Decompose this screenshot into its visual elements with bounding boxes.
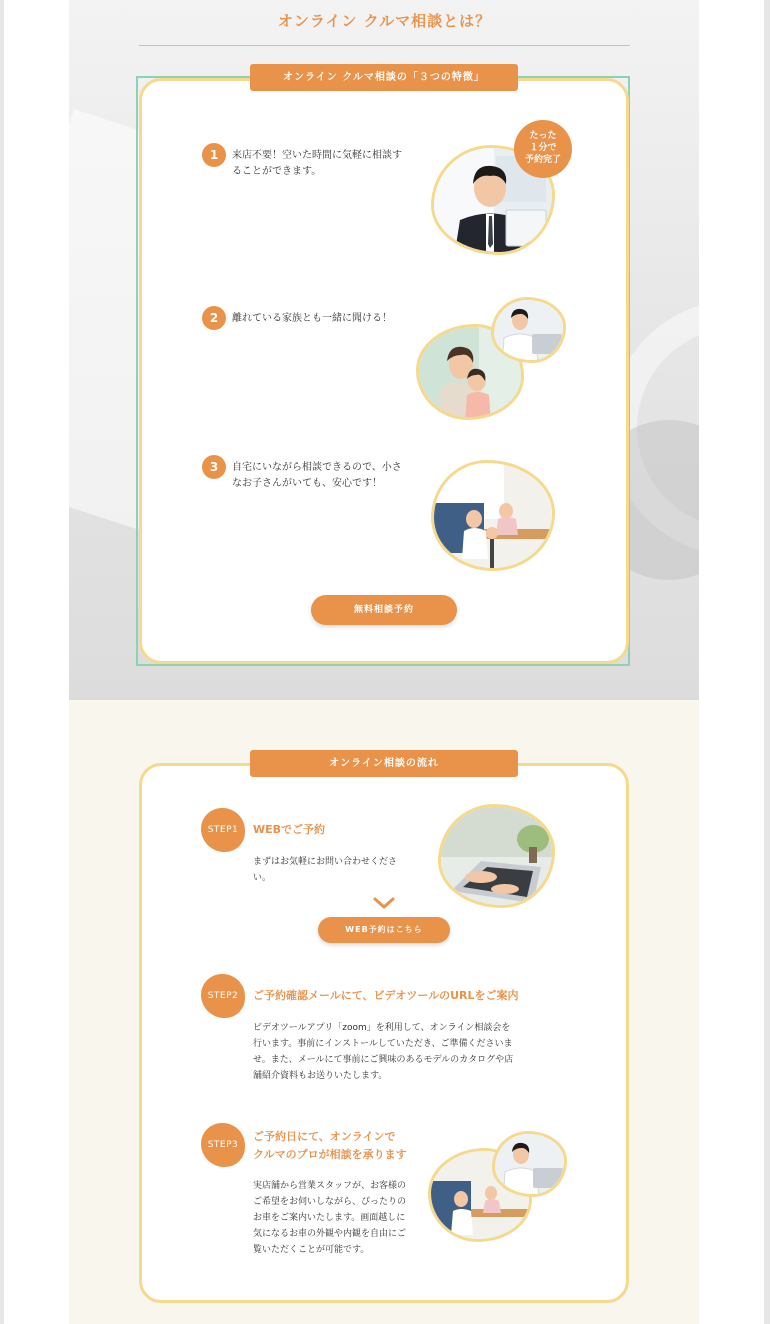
- step1-text: まずはお気軽にお問い合わせください。: [253, 857, 398, 883]
- feature-text-2: 離れている家族とも一緒に聞ける！: [232, 313, 392, 324]
- page-title: オンライン クルマ相談とは？: [277, 12, 492, 30]
- step3-title: [253, 1128, 407, 1164]
- step3-title-line-2: クルマのプロが相談を承ります: [253, 1148, 407, 1161]
- chevron-down-icon: [373, 896, 395, 910]
- laptop-typing-illustration: [441, 807, 555, 908]
- left-frame-border: [0, 0, 4, 1324]
- feature-photo-home: [431, 460, 555, 571]
- step3-badge: STEP3: [201, 1123, 245, 1167]
- step3-title-line-1: ご予約日にて、オンラインで: [253, 1130, 396, 1143]
- step3-text: 実店舗から営業スタッフが、お客様のご希望をお伺いしながら、ぴったりのお車をご案内いたします。画面越しに気になるお車の外観や内観を自由にご覧いただくことが可能です。: [253, 1181, 407, 1255]
- features-label: オンライン クルマ相談の「３つの特徴」: [250, 64, 518, 91]
- flow-label: オンライン相談の流れ: [250, 750, 518, 777]
- feature-text-3: 自宅にいながら相談できるので、小さなお子さんがいても、安心です！: [232, 462, 402, 489]
- badge-line-2: １分で: [529, 143, 557, 153]
- web-reservation-button[interactable]: WEB予約はこちら: [318, 917, 450, 943]
- step2-text: ビデオツールアプリ「zoom」を利用して、オンライン相談会を行います。事前にインストールしていただき、ご準備くださいませ。また、メールにて事前にご興味のあるモデルのカタログや店舗紹介資料もお送りいたします。: [253, 1023, 514, 1081]
- feature-number-2: 2: [202, 306, 226, 330]
- feature-number-3: 3: [202, 455, 226, 479]
- feature-number-1: 1: [202, 143, 226, 167]
- title-divider: [139, 45, 630, 46]
- step1-photo-laptop: [438, 804, 555, 908]
- step3-photo-salesman: [492, 1131, 567, 1197]
- right-frame-border: [764, 0, 770, 1324]
- step1-title: WEBでご予約: [253, 823, 326, 836]
- feature-text-1: 来店不要！空いた時間に気軽に相談することができます。: [232, 150, 402, 177]
- step2-title: ご予約確認メールにて、ビデオツールのURLをご案内: [253, 989, 519, 1002]
- step1-badge: STEP1: [201, 808, 245, 852]
- badge-line-3: 予約完了: [524, 155, 561, 165]
- feature-photo-man-laptop: [491, 297, 566, 363]
- badge-line-1: たった: [529, 131, 557, 141]
- quick-booking-badge: [514, 120, 572, 178]
- step2-badge: STEP2: [201, 974, 245, 1018]
- free-consultation-button[interactable]: 無料相談予約: [311, 595, 457, 625]
